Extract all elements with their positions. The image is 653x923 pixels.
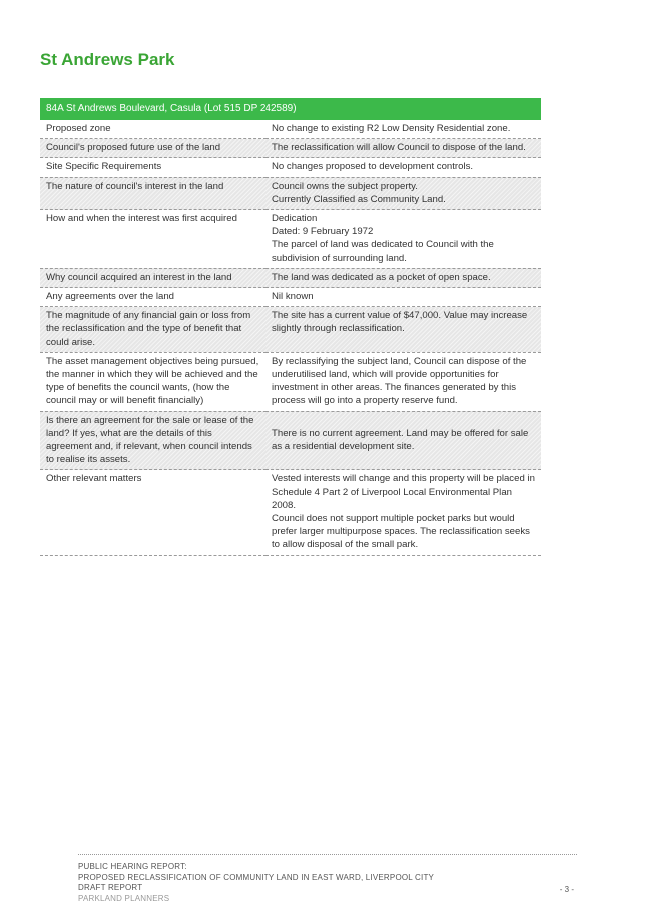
row-value-line: The parcel of land was dedicated to Council with the subdivision of surrounding land. — [272, 239, 494, 264]
row-value — [266, 158, 541, 177]
table-header-row — [40, 98, 541, 120]
footer-report-title: PROPOSED RECLASSIFICATION OF COMMUNITY LAND IN EAST WARD, LIVERPOOL CITY — [78, 872, 435, 882]
row-value — [266, 177, 541, 209]
row-value-line: By reclassifying the subject land, Council can dispose of the underutilised land, which will provide opportunities for investment in other areas. The finances generated by this process will go into a property reserve fund. — [272, 355, 527, 407]
row-value-line: Council does not support multiple pocket parks but would prefer larger multipurpose spaces. The reclassification seeks to allow disposal of the small park. — [272, 513, 530, 551]
row-value — [266, 288, 541, 307]
row-value — [266, 470, 541, 555]
row-label: Site Specific Requirements — [40, 158, 266, 177]
table-header: 84A St Andrews Boulevard, Casula (Lot 515 DP 242589) — [40, 98, 541, 120]
row-value-line: There is no current agreement. Land may be offered for sale as a residential development site. — [272, 427, 529, 453]
footer-author: PARKLAND PLANNERS — [78, 893, 170, 903]
footer-draft-status: DRAFT REPORT — [78, 883, 143, 892]
row-label: Proposed zone — [40, 120, 266, 139]
page-number: - 3 - — [559, 885, 574, 894]
row-value-line: The reclassification will allow Council to dispose of the land. — [272, 142, 526, 154]
row-value-line: The site has a current value of $47,000. Value may increase slightly through reclassification. — [272, 310, 528, 335]
row-value-line: No changes proposed to development controls. — [272, 161, 474, 173]
row-value — [266, 411, 541, 470]
table-row — [40, 139, 541, 158]
row-value-line: Dedication — [272, 213, 318, 225]
row-label: Why council acquired an interest in the land — [40, 268, 266, 287]
footer-report-type: PUBLIC HEARING REPORT: — [78, 862, 187, 871]
table-row — [40, 288, 541, 307]
row-value-line: Currently Classified as Community Land. — [272, 193, 446, 205]
table-body — [40, 120, 541, 555]
table-row — [40, 158, 541, 177]
table-row — [40, 120, 541, 139]
table-row — [40, 352, 541, 411]
row-value — [266, 268, 541, 287]
row-value — [266, 210, 541, 269]
row-value-line: Dated: 9 February 1972 — [272, 226, 374, 238]
row-value — [266, 139, 541, 158]
row-value — [266, 352, 541, 411]
page-footer — [78, 854, 577, 904]
row-label: Any agreements over the land — [40, 288, 266, 307]
row-value-line: Nil known — [272, 291, 314, 303]
row-label: Other relevant matters — [40, 470, 266, 555]
row-label: The asset management objectives being pursued, the manner in which they will be achieved and the type of benefits the council wants, (how the council may or will benefit financially) — [40, 352, 266, 411]
row-value-line: Council owns the subject property. — [272, 180, 418, 192]
row-value — [266, 307, 541, 353]
row-label: The magnitude of any financial gain or loss from the reclassification and the type of benefit that could arise. — [40, 307, 266, 353]
table-row — [40, 210, 541, 269]
table-row — [40, 268, 541, 287]
row-value-line: No change to existing R2 Low Density Residential zone. — [272, 123, 511, 134]
table-row — [40, 411, 541, 470]
row-value — [266, 120, 541, 139]
table-row — [40, 177, 541, 209]
page-title: St Andrews Park — [40, 50, 175, 69]
row-label: Council's proposed future use of the land — [40, 139, 266, 158]
row-label: How and when the interest was first acquired — [40, 210, 266, 269]
row-label: The nature of council's interest in the land — [40, 177, 266, 209]
row-label: Is there an agreement for the sale or lease of the land? If yes, what are the details of this agreement and, if relevant, when council intends to realise its assets. — [40, 411, 266, 470]
row-value-line: Vested interests will change and this property will be placed in Schedule 4 Part 2 of Liverpool Local Environmental Plan 2008. — [272, 473, 535, 511]
table-row — [40, 307, 541, 353]
property-details-table — [40, 98, 541, 556]
row-value-line: The land was dedicated as a pocket of open space. — [272, 271, 491, 283]
table-row — [40, 470, 541, 555]
